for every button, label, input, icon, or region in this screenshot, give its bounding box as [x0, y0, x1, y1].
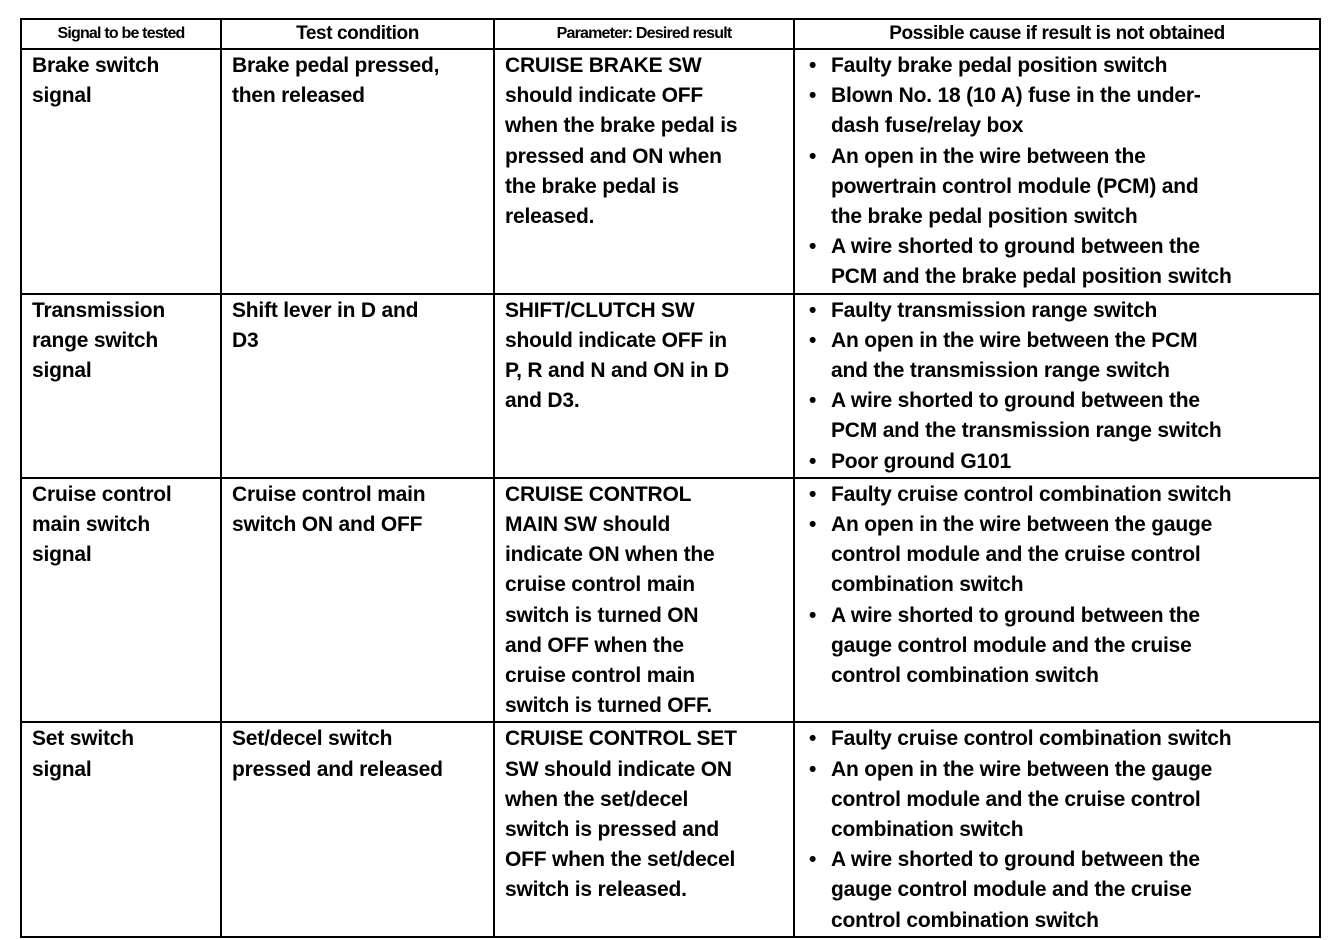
- condition-cell: Set/decel switch pressed and released: [221, 722, 494, 936]
- causes-list: [805, 724, 1309, 935]
- signal-cell: Set switch signal: [21, 722, 221, 936]
- table-row: [21, 478, 1320, 723]
- result-cell: SHIFT/CLUTCH SW should indicate OFF in P, R and N and ON in D and D3.: [494, 294, 794, 478]
- cause-item: • A wire shorted to ground between the PCM and the brake pedal position switch: [805, 232, 1309, 292]
- signal-cell: Brake switch signal: [21, 49, 221, 294]
- header-causes: Possible cause if result is not obtained: [794, 19, 1320, 49]
- cause-item: • Faulty cruise control combination switch: [805, 724, 1309, 754]
- cause-item: • Poor ground G101: [805, 447, 1309, 477]
- result-cell: CRUISE CONTROL SET SW should indicate ON when the set/decel switch is pressed and OFF when the set/decel switch is released.: [494, 722, 794, 936]
- condition-cell: Brake pedal pressed, then released: [221, 49, 494, 294]
- causes-list: [805, 296, 1309, 477]
- troubleshooting-table: [20, 18, 1321, 938]
- cause-item: • An open in the wire between the PCM and the transmission range switch: [805, 326, 1309, 386]
- table-row: [21, 722, 1320, 936]
- causes-cell: [794, 722, 1320, 936]
- causes-list: [805, 480, 1309, 691]
- cause-item: • Faulty cruise control combination switch: [805, 480, 1309, 510]
- result-cell: CRUISE CONTROL MAIN SW should indicate ON when the cruise control main switch is turned ON and OFF when the cruise control main switch is turned OFF.: [494, 478, 794, 723]
- header-condition: Test condition: [221, 19, 494, 49]
- cause-item: • An open in the wire between the powertrain control module (PCM) and the brake pedal position switch: [805, 142, 1309, 233]
- cause-item: • Faulty transmission range switch: [805, 296, 1309, 326]
- causes-list: [805, 51, 1309, 293]
- causes-cell: [794, 49, 1320, 294]
- cause-item: • An open in the wire between the gauge control module and the cruise control combination switch: [805, 755, 1309, 846]
- table-row: [21, 294, 1320, 478]
- header-row: [21, 19, 1320, 49]
- header-signal: Signal to be tested: [21, 19, 221, 49]
- causes-cell: [794, 478, 1320, 723]
- condition-cell: Cruise control main switch ON and OFF: [221, 478, 494, 723]
- condition-cell: Shift lever in D and D3: [221, 294, 494, 478]
- cause-item: • A wire shorted to ground between the gauge control module and the cruise control combination switch: [805, 601, 1309, 692]
- table-row: [21, 49, 1320, 294]
- result-cell: CRUISE BRAKE SW should indicate OFF when the brake pedal is pressed and ON when the brake pedal is released.: [494, 49, 794, 294]
- causes-cell: [794, 294, 1320, 478]
- cause-item: • Blown No. 18 (10 A) fuse in the under- dash fuse/relay box: [805, 81, 1309, 141]
- cause-item: • An open in the wire between the gauge control module and the cruise control combination switch: [805, 510, 1309, 601]
- cause-item: • Faulty brake pedal position switch: [805, 51, 1309, 81]
- signal-cell: Transmission range switch signal: [21, 294, 221, 478]
- header-result: Parameter: Desired result: [494, 19, 794, 49]
- cause-item: • A wire shorted to ground between the gauge control module and the cruise control combination switch: [805, 845, 1309, 936]
- signal-cell: Cruise control main switch signal: [21, 478, 221, 723]
- cause-item: • A wire shorted to ground between the PCM and the transmission range switch: [805, 386, 1309, 446]
